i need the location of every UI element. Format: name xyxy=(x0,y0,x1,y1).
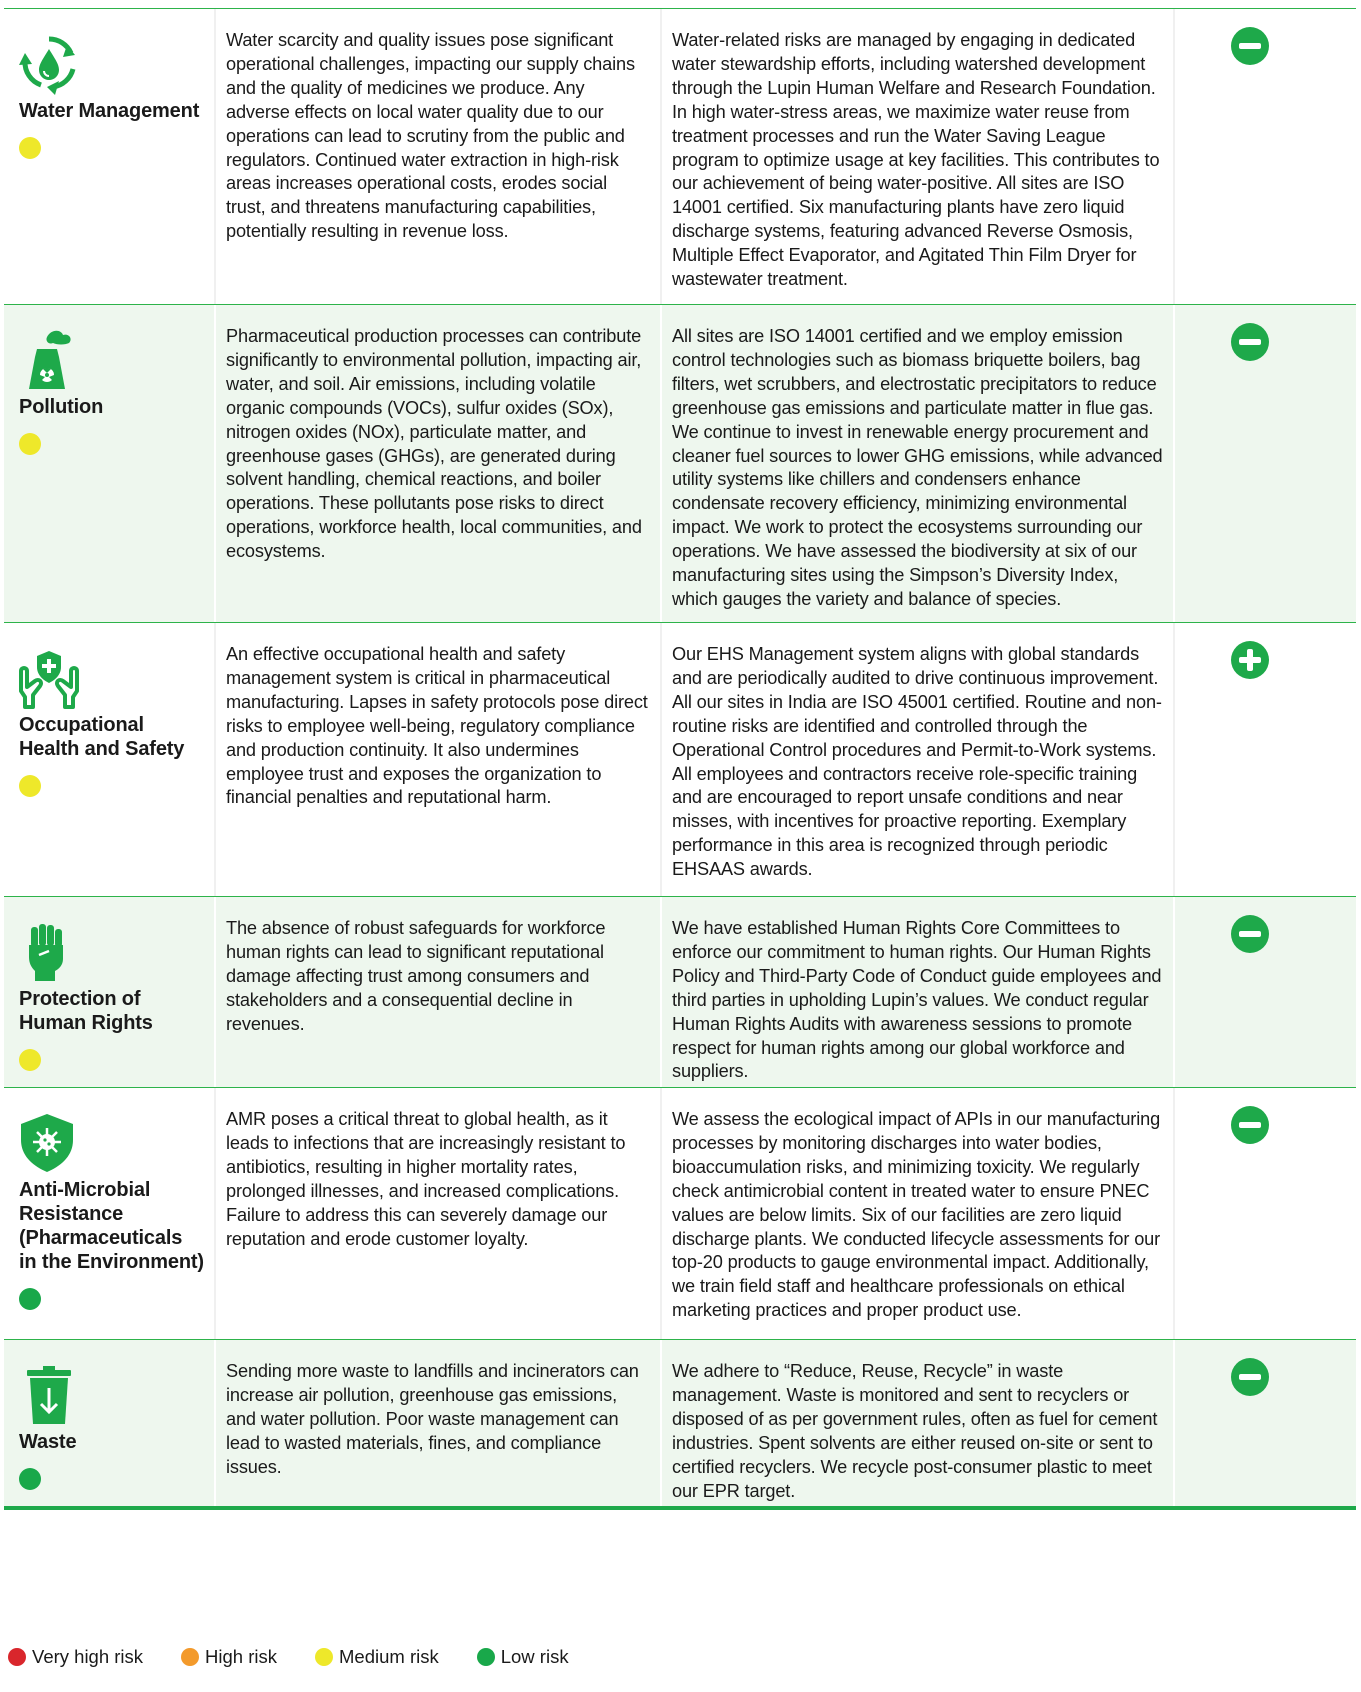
table-row xyxy=(4,897,1356,1088)
topic-cell xyxy=(4,897,214,1087)
risk-level-dot xyxy=(19,1468,41,1490)
legend-label: High risk xyxy=(205,1646,278,1667)
risk-legend xyxy=(8,1646,607,1668)
factory-pollution-icon xyxy=(17,325,81,393)
risk-level-dot xyxy=(19,137,41,159)
mitigation-text: Our EHS Management system aligns with global standards and are periodically audited to drive continuous improvement. All our sites in India are ISO 45001 certified. Routine and non-routine risks are identified and controlled through the Operational Control procedures and Permit-to-Work systems. All employees and contractors receive role-specific training and are encouraged to report unsafe conditions and near misses, with incentives for proactive reporting. Exemplary performance in this area is recognized through periodic EHSAAS awards. xyxy=(660,623,1173,896)
table-row xyxy=(4,9,1356,305)
legend-label: Very high risk xyxy=(32,1646,144,1667)
trend-cell xyxy=(1173,305,1356,622)
table-row xyxy=(4,623,1356,897)
table-row xyxy=(4,305,1356,623)
impact-text: Water scarcity and quality issues pose significant operational challenges, impacting our supply chains and the quality of medicines we produce. Any adverse effects on local water quality due to our operations can lead to scrutiny from the public and regulators. Continued water extraction in high-risk areas increases operational costs, erodes social trust, and threatens manufacturing capabilities, potentially resulting in revenue loss. xyxy=(214,9,660,304)
topic-title: Pollution xyxy=(19,396,104,418)
mitigation-text: Water-related risks are managed by engaging in dedicated water stewardship efforts, including watershed development through the Lupin Human Welfare and Research Foundation. In high water-stress areas, we maximize water reuse from treatment processes and run the Water Saving League program to optimize usage at key facilities. This contributes to our achievement of being water-positive. All sites are ISO 14001 certified. Six manufacturing plants have zero liquid discharge systems, featuring advanced Reverse Osmosis, Multiple Effect Evaporator, and Agitated Thin Film Dryer for wastewater treatment. xyxy=(660,9,1173,304)
risk-level-dot xyxy=(19,1288,41,1310)
topic-title: Waste xyxy=(19,1431,77,1453)
minus-circle-icon xyxy=(1231,1358,1269,1396)
legend-item-medium xyxy=(315,1646,439,1668)
legend-dot xyxy=(477,1648,495,1666)
minus-circle-icon xyxy=(1231,1106,1269,1144)
minus-circle-icon xyxy=(1231,27,1269,65)
waste-bin-icon xyxy=(17,1360,81,1428)
legend-label: Medium risk xyxy=(339,1646,439,1667)
water-recycle-icon xyxy=(17,29,81,97)
impact-text: Pharmaceutical production processes can contribute significantly to environmental pollution, impacting air, water, and soil. Air emissions, including volatile organic compounds (VOCs), sulfur oxides (SOx), nitrogen oxides (NOx), particulate matter, and greenhouse gases (GHGs), are generated during solvent handling, chemical reactions, and boiler operations. These pollutants pose risks to direct operations, workforce health, local communities, and ecosystems. xyxy=(214,305,660,622)
topic-cell xyxy=(4,9,214,304)
minus-circle-icon xyxy=(1231,915,1269,953)
legend-dot xyxy=(181,1648,199,1666)
raised-fist-icon xyxy=(17,917,81,985)
topic-cell xyxy=(4,623,214,896)
topic-cell xyxy=(4,1340,214,1506)
risk-level-dot xyxy=(19,775,41,797)
mitigation-text: We have established Human Rights Core Committees to enforce our commitment to human rights. Our Human Rights Policy and Third-Party Code of Conduct guide employees and third parties in upholding Lupin’s values. We conduct regular Human Rights Audits with awareness sessions to promote respect for human rights among our global workforce and suppliers. xyxy=(660,897,1173,1087)
legend-item-very-high xyxy=(8,1646,143,1668)
mitigation-text: We adhere to “Reduce, Reuse, Recycle” in waste management. Waste is monitored and sent to recyclers or disposed of as per government rules, often as fuel for cement industries. Spent solvents are either reused on-site or sent to certified recyclers. We recycle post-consumer plastic to meet our EPR target. xyxy=(660,1340,1173,1506)
impact-text: Sending more waste to landfills and incinerators can increase air pollution, greenhouse gas emissions, and water pollution. Poor waste management can lead to wasted materials, fines, and compliance issues. xyxy=(214,1340,660,1506)
impact-text: AMR poses a critical threat to global health, as it leads to infections that are increasingly resistant to antibiotics, resulting in higher mortality rates, prolonged illnesses, and increased complications. Failure to address this can severely damage our reputation and erode customer loyalty. xyxy=(214,1088,660,1339)
trend-cell xyxy=(1173,1088,1356,1339)
plus-circle-icon xyxy=(1231,641,1269,679)
minus-circle-icon xyxy=(1231,323,1269,361)
topic-cell xyxy=(4,1088,214,1339)
topic-cell xyxy=(4,305,214,622)
topic-title: Water Management xyxy=(19,100,200,122)
mitigation-text: All sites are ISO 14001 certified and we employ emission control technologies such as biomass briquette boilers, bag filters, wet scrubbers, and electrostatic precipitators to reduce greenhouse gas emissions and particulate matter in flue gas. We continue to invest in renewable energy procurement and cleaner fuel sources to lower GHG emissions, while advanced utility systems like chillers and condensers enhance condensate recovery efficiency, minimizing environmental impact. We work to protect the ecosystems surrounding our operations. We have assessed the biodiversity at six of our manufacturing sites using the Simpson’s Diversity Index, which gauges the variety and balance of species. xyxy=(660,305,1173,622)
table-row xyxy=(4,1088,1356,1340)
impact-text: An effective occupational health and safety management system is critical in pharmaceutical manufacturing. Lapses in safety protocols pose direct risks to employee well-being, regulatory compliance and production continuity. It also undermines employee trust and exposes the organization to financial penalties and reputational harm. xyxy=(214,623,660,896)
legend-label: Low risk xyxy=(500,1646,569,1667)
table-row xyxy=(4,1340,1356,1510)
risk-level-dot xyxy=(19,433,41,455)
trend-cell xyxy=(1173,897,1356,1087)
mitigation-text: We assess the ecological impact of APIs in our manufacturing processes by monitoring discharges into water bodies, bioaccumulation risks, and minimizing toxicity. We regularly check antimicrobial content in treated water to ensure PNEC values are below limits. Six of our facilities are zero liquid discharge plants. We conducted lifecycle assessments for our top-20 products to gauge environmental impact. Additionally, we train field staff and healthcare professionals on ethical marketing practices and proper product use. xyxy=(660,1088,1173,1339)
trend-cell xyxy=(1173,623,1356,896)
risk-table xyxy=(4,8,1356,1510)
impact-text: The absence of robust safeguards for workforce human rights can lead to significant reputational damage affecting trust among consumers and stakeholders and a consequential decline in revenues. xyxy=(214,897,660,1087)
legend-dot xyxy=(315,1648,333,1666)
topic-title: Occupational Health and Safety xyxy=(19,714,185,760)
topic-title: Protection of Human Rights xyxy=(19,988,153,1034)
legend-dot xyxy=(8,1648,26,1666)
trend-cell xyxy=(1173,1340,1356,1506)
legend-item-low xyxy=(477,1646,569,1668)
risk-level-dot xyxy=(19,1049,41,1071)
virus-shield-icon xyxy=(17,1108,81,1176)
hands-shield-icon xyxy=(17,643,81,711)
topic-title: Anti-Microbial Resistance (Pharmaceuticals in the Environment) xyxy=(19,1179,204,1273)
legend-item-high xyxy=(181,1646,277,1668)
trend-cell xyxy=(1173,9,1356,304)
